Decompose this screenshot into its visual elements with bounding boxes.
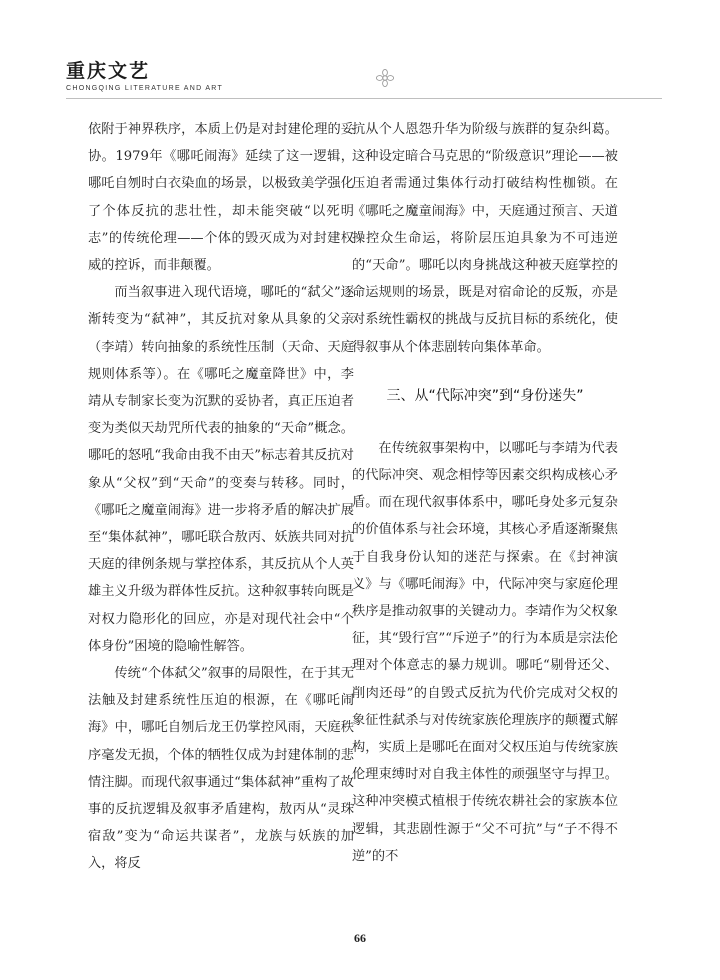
section-heading: 三、从“代际冲突”到“身份迷失”	[386, 387, 584, 404]
journal-brand	[66, 60, 223, 92]
page-header	[66, 60, 666, 100]
left-paragraph-2: 而当叙事进入现代语境，哪吒的“弑父”逐渐转变为“弑神”，其反抗对象从具象的父亲（李靖）转向抽象的系统性压制（天命、天庭规则体系等）。在《哪吒之魔童降世》中，李靖从专制家长变为沉默的妥协者，真正压迫者变为类似天劫咒所代表的抽象的“天命”概念。哪吒的怒吼“我命由我不由天”标志着其反抗对象从“父权”到“天命”的变奏与转移。同时，《哪吒之魔童闹海》进一步将矛盾的解决扩展至“集体弑神”，哪吒联合敖丙、妖族共同对抗天庭的律例条规与掌控体系，其反抗从个人英雄主义升级为群体性反抗。这种叙事转向既是对权力隐形化的回应，亦是对现代社会中“个体身份”困境的隐喻性解答。	[88, 285, 354, 654]
page-number: 66	[354, 931, 366, 945]
right-column	[352, 116, 618, 870]
left-paragraph-1: 依附于神界秩序，本质上仍是对封建伦理的妥协。1979年《哪吒闹海》延续了这一逻辑，哪吒自刎时白衣染血的场景，以极致美学强化了个体反抗的悲壮性，却未能突破“以死明志”的传统伦理——个体的毁灭成为对封建权威的控诉，而非颠覆。	[88, 122, 354, 274]
right-paragraph-1: 抗从个人恩怨升华为阶级与族群的复杂纠葛。这种设定暗合马克思的“阶级意识”理论——被压迫者需通过集体行动打破结构性枷锁。在《哪吒之魔童闹海》中，天庭通过预言、天道操控众生命运，将阶层压迫具象为不可违逆的“天命”。哪吒以肉身挑战这种被天庭掌控的命运规则的场景，既是对宿命论的反叛，亦是对系统性霸权的挑战与反抗目标的系统化，使得叙事从个体悲剧转向集体革命。	[352, 122, 618, 355]
right-paragraph-2: 在传统叙事架构中，以哪吒与李靖为代表的代际冲突、观念相悖等因素交织构成核心矛盾。而在现代叙事体系中，哪吒身处多元复杂的价值体系与社会环境，其核心矛盾逐渐聚焦于自我身份认知的迷茫与探索。在《封神演义》与《哪吒闹海》中，代际冲突与家庭伦理秩序是推动叙事的关键动力。李靖作为父权象征，其“毁行宫”“斥逆子”的行为本质是宗法伦理对个体意志的暴力规训。哪吒“剔骨还父、削肉还母”的自毁式反抗为代价完成对父权的象征性弑杀与对传统家族伦理族序的颠覆式解构，实质上是哪吒在面对父权压迫与传统家族伦理束缚时对自我主体性的顽强坚守与捍卫。这种冲突模式植根于传统农耕社会的家族本位逻辑，其悲剧性源于“父不可抗”与“子不得不逆”的不	[352, 440, 618, 864]
journal-name-english: CHONGQING LITERATURE AND ART	[66, 85, 224, 92]
flower-ornament-icon	[375, 68, 395, 88]
left-paragraph-3: 传统“个体弑父”叙事的局限性，在于其无法触及封建系统性压迫的根源，在《哪吒闹海》中，哪吒自刎后龙王仍掌控风雨，天庭秩序毫发无损，个体的牺牲仅成为封建体制的悲情注脚。而现代叙事通过“集体弑神”重构了故事的反抗逻辑及叙事矛盾建构，敖丙从“灵珠宿敌”变为“命运共谋者”，龙族与妖族的加入，将反	[88, 666, 354, 872]
header-divider	[66, 98, 662, 99]
left-column	[88, 116, 354, 878]
journal-name: 重庆文艺	[66, 60, 151, 82]
